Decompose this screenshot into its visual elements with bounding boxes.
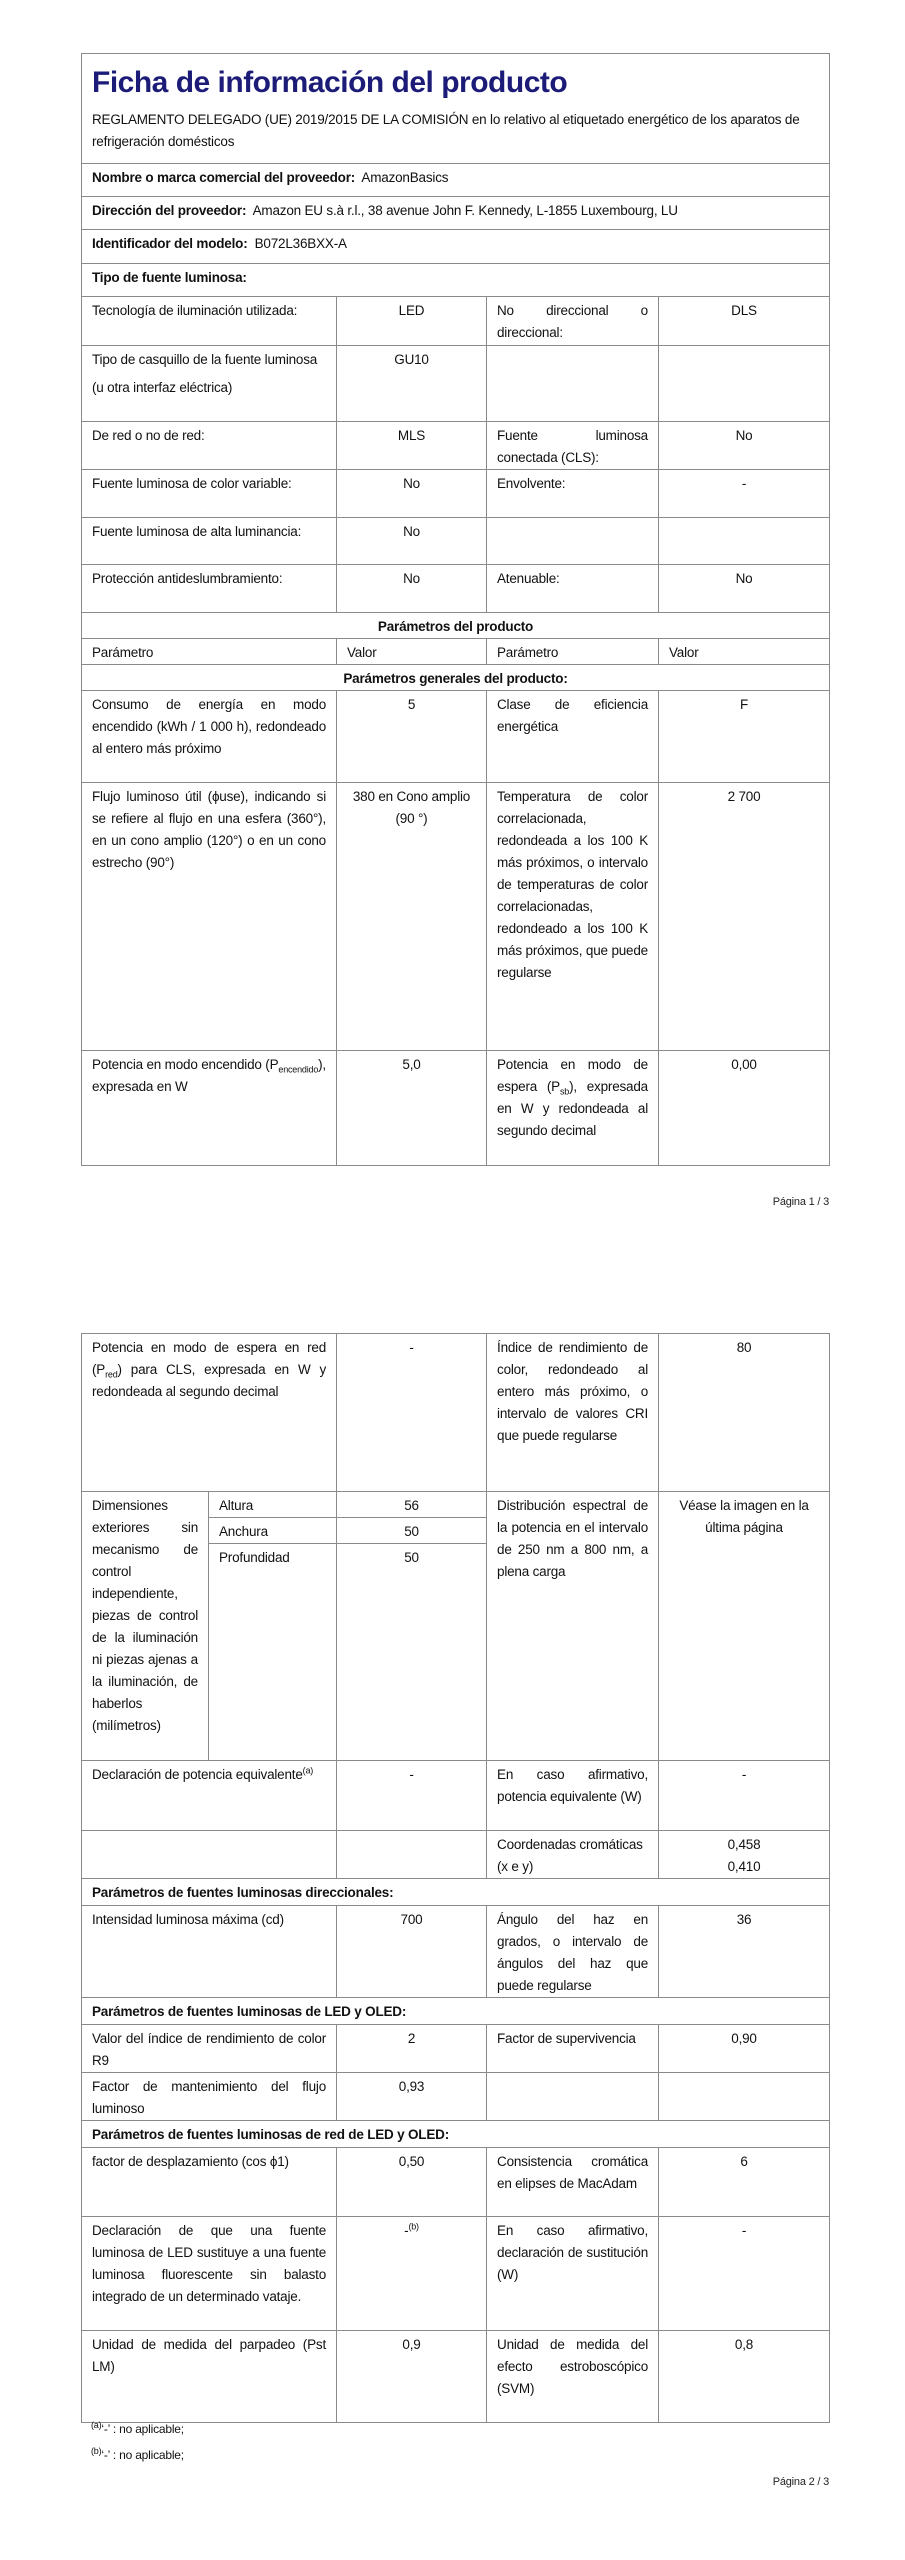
param-label: Protección antideslumbramiento: [82,565,337,613]
width-value: 50 [337,1518,487,1544]
param-label: Valor del índice de rendimiento de color R9 [82,2025,337,2073]
led-heading: Parámetros de fuentes luminosas de LED y OLED: [82,1998,830,2025]
address-value: Amazon EU s.à r.l., 38 avenue John F. Kennedy, L-1855 Luxembourg, LU [252,203,678,218]
address-label: Dirección del proveedor: [92,203,247,218]
param-label: Intensidad luminosa máxima (cd) [82,1906,337,1998]
param-value: 700 [337,1906,487,1998]
col-header-parameter: Parámetro [487,639,659,665]
param-value: 380 en Cono amplio (90 °) [337,783,487,1051]
param-value: DLS [659,297,830,346]
empty-cell [659,518,830,565]
param-value: No [337,470,487,518]
depth-label: Profundidad [209,1544,337,1761]
footnote-b [91,2448,184,2462]
label-part: ), expresada en W y redondeada al segundo decimal [497,1079,648,1138]
general-params-heading: Parámetros generales del producto: [82,665,830,691]
param-value: 5 [337,691,487,783]
param-label: Fuente luminosa de alta luminancia: [82,518,337,565]
label-part: ), expresada en W [92,1057,326,1094]
param-value: GU10 [337,346,487,422]
param-label: factor de desplazamiento (cos ϕ1) [82,2148,337,2217]
param-label: Declaración de que una fuente luminosa de LED sustituye a una fuente luminosa fluorescente sin balasto integrado de un determinado vataje. [82,2217,337,2331]
cap-note: (u otra interfaz eléctrica) [92,380,233,395]
param-label: Unidad de medida del parpadeo (Pst LM) [82,2331,337,2423]
value-part: - [404,2223,409,2238]
page-title: Ficha de información del producto [92,66,568,99]
height-label: Altura [209,1492,337,1518]
param-value: 80 [659,1334,830,1492]
col-header-value: Valor [337,639,487,665]
param-value: 6 [659,2148,830,2217]
page-number: Página 2 / 3 [772,2476,829,2488]
label-part: ) para CLS, expresada en W y redondeada al segundo decimal [92,1362,327,1399]
param-value: LED [337,297,487,346]
param-label: Envolvente: [487,470,659,518]
page-1 [81,53,829,1166]
footnote-ref: (b) [408,2221,419,2232]
param-label: Fuente luminosa conectada (CLS): [487,422,659,470]
param-value: No [659,565,830,613]
param-label [487,1051,659,1166]
subscript: encendido [278,1064,319,1075]
param-label: En caso afirmativo, potencia equivalente (W) [487,1761,659,1831]
param-value: - [337,1334,487,1492]
depth-value: 50 [337,1544,487,1761]
empty-cell [82,1831,337,1879]
footnote-mark: (b) [91,2446,102,2456]
empty-cell [487,2073,659,2121]
supplier-label: Nombre o marca comercial del proveedor: [92,170,356,185]
param-label: Atenuable: [487,565,659,613]
param-value: - [659,1761,830,1831]
empty-cell [659,346,830,422]
address-row [82,197,830,230]
param-value: 0,8 [659,2331,830,2423]
param-value: No [337,518,487,565]
footnote-text: : no aplicable; [112,2422,184,2436]
param-value: 5,0 [337,1051,487,1166]
height-value: 56 [337,1492,487,1518]
param-value: 0,9 [337,2331,487,2423]
param-value: 2 700 [659,783,830,1051]
empty-cell [487,346,659,422]
param-label: Flujo luminoso útil (ϕuse), indicando si se refiere al flujo en una esfera (360°), en un cono amplio (120°) o en un cono estrecho (90°) [82,783,337,1051]
cap-type-label: Tipo de casquillo de la fuente luminosa [92,352,318,367]
param-label: Distribución espectral de la potencia en el intervalo de 250 nm a 800 nm, a plena carga [487,1492,659,1761]
col-header-parameter: Parámetro [82,639,337,665]
dimensions-label: Dimensiones exteriores sin mecanismo de control independiente, piezas de control de la iluminación ni piezas ajenas a la iluminación, de haberlos (milímetros) [82,1492,209,1761]
footnote-dash: ‘-’ [101,2422,110,2436]
param-value: - [337,1761,487,1831]
param-label: De red o no de red: [82,422,337,470]
param-label: Temperatura de color correlacionada, redondeada a los 100 K más próximos, o intervalo de temperaturas de color correlacionadas, redondeado a los 100 K más próximos, que puede regularse [487,783,659,1051]
footnote-a [91,2422,184,2436]
footnote-text: : no aplicable; [112,2448,184,2462]
regulation-text: REGLAMENTO DELEGADO (UE) 2019/2015 DE LA COMISIÓN en lo relativo al etiquetado energético de los aparatos de refrigeración domésticos [92,112,800,149]
param-label: Índice de rendimiento de color, redondeado al entero más próximo, o intervalo de valores CRI que puede regularse [487,1334,659,1492]
mains-led-heading: Parámetros de fuentes luminosas de red de LED y OLED: [82,2121,830,2148]
subscript: red [105,1369,118,1380]
label-part: Potencia en modo de espera (P [497,1057,648,1094]
chroma-x: 0,458 [727,1837,761,1852]
supplier-row [82,164,830,197]
param-label: Factor de supervivencia [487,2025,659,2073]
subscript: sb [559,1086,570,1097]
param-value: 0,93 [337,2073,487,2121]
param-value [337,2217,487,2331]
param-label: En caso afirmativo, declaración de sustitución (W) [487,2217,659,2331]
empty-cell [659,2073,830,2121]
product-info-table-2 [81,1333,830,2423]
param-label: Ángulo del haz en grados, o intervalo de ángulos del haz que puede regularse [487,1906,659,1998]
energy-class-value: F [659,691,830,783]
param-label: Tecnología de iluminación utilizada: [82,297,337,346]
product-params-heading: Parámetros del producto [82,613,830,639]
param-value: 0,50 [337,2148,487,2217]
param-value: - [659,470,830,518]
param-value: 0,90 [659,2025,830,2073]
param-value: Véase la imagen en la última página [659,1492,830,1761]
label-part: Declaración de potencia equivalente [92,1767,303,1782]
param-label: Factor de mantenimiento del flujo luminoso [82,2073,337,2121]
empty-cell [337,1831,487,1879]
param-value: 0,00 [659,1051,830,1166]
product-info-table-1 [81,53,830,1166]
footnote-dash: ‘-’ [101,2448,110,2462]
model-label: Identificador del modelo: [92,236,248,251]
param-label-cap [82,346,337,422]
param-label: Consistencia cromática en elipses de MacAdam [487,2148,659,2217]
param-label: Fuente luminosa de color variable: [82,470,337,518]
param-label: Coordenadas cromáticas (x e y) [487,1831,659,1879]
param-label: Clase de eficiencia energética [487,691,659,783]
light-source-type-heading: Tipo de fuente luminosa: [82,264,830,297]
param-value: - [659,2217,830,2331]
label-part: Potencia en modo encendido (P [92,1057,279,1072]
chroma-y: 0,410 [727,1859,761,1874]
param-label [82,1761,337,1831]
page-2 [81,1333,829,2423]
param-value: 36 [659,1906,830,1998]
param-label [82,1334,337,1492]
supplier-value: AmazonBasics [361,170,449,185]
param-label: No direccional o direccional: [487,297,659,346]
footnote-ref: (a) [302,1765,314,1776]
width-label: Anchura [209,1518,337,1544]
model-value: B072L36BXX-A [254,236,347,251]
param-label: Unidad de medida del efecto estroboscópico (SVM) [487,2331,659,2423]
col-header-value: Valor [659,639,830,665]
param-value: MLS [337,422,487,470]
param-label [82,1051,337,1166]
model-row [82,230,830,264]
header-cell [82,54,830,164]
param-value: No [659,422,830,470]
page-number: Página 1 / 3 [772,1196,829,1208]
label-part: Potencia en modo de espera en red (P [92,1340,327,1377]
param-value: No [337,565,487,613]
empty-cell [487,518,659,565]
directional-heading: Parámetros de fuentes luminosas direccionales: [82,1879,830,1906]
param-value: 2 [337,2025,487,2073]
footnote-mark: (a) [91,2420,102,2430]
chroma-values [659,1831,830,1879]
param-label: Consumo de energía en modo encendido (kWh / 1 000 h), redondeado al entero más próximo [82,691,337,783]
